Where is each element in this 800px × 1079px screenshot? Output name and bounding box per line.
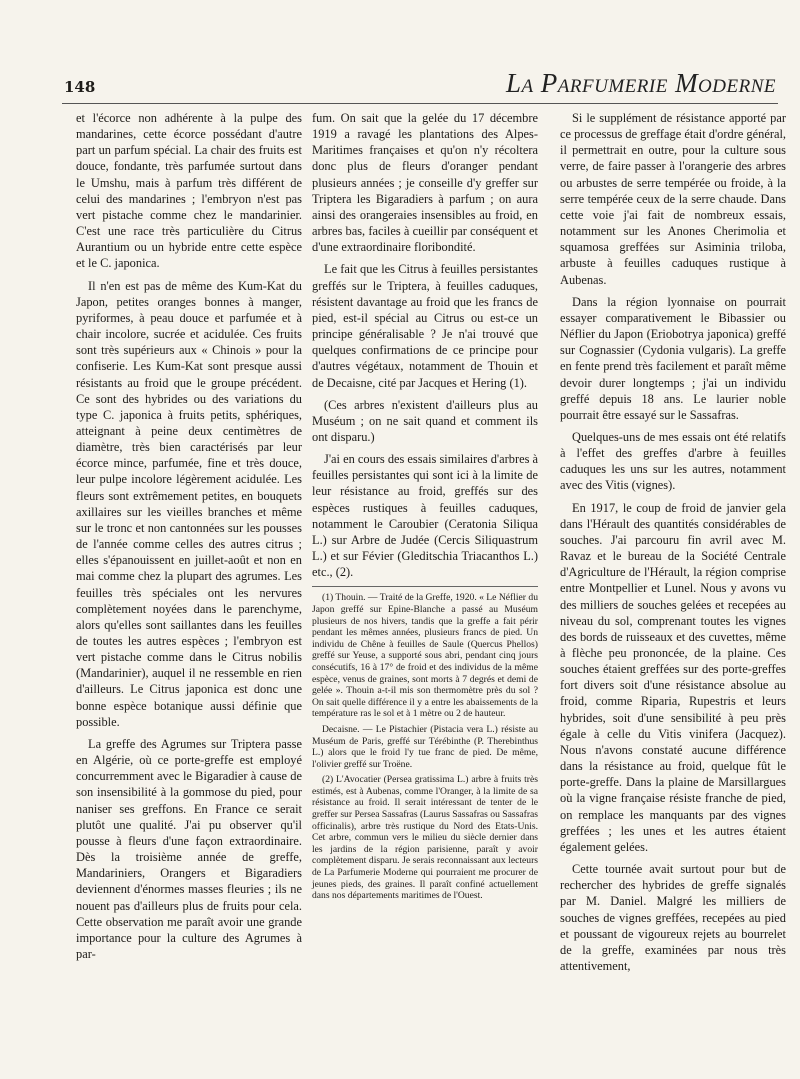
column-left	[76, 110, 302, 968]
header-rule	[62, 103, 778, 104]
paragraph: Dans la région lyonnaise on pourrait essayer comparativement le Bibassier ou Néflier du Japon (Eriobotrya japonica) greffé sur Cognassier (Cydonia vulgaris). La greffe en fente prend très facilement et paraît même devoir durer longtemps ; j'ai un individu greffé depuis 18 ans. Le laurier noble pourrait être essayé sur le Sassafras.	[560, 294, 786, 422]
footnote: Decaisne. — Le Pistachier (Pistacia vera L.) résiste au Muséum de Paris, greffé sur Térébinthe (P. Therebinthus L.) alors que le froid l'y tue franc de pied. De même, l'olivier greffé sur Troëne.	[312, 723, 538, 770]
footnote: (2) L'Avocatier (Persea gratissima L.) arbre à fruits très estimés, est à Aubenas, comme l'Oranger, à la limite de sa résistance au froid. Il serait intéressant de tenter de le greffer sur Persea Sassafras (Laurus Sassafras ou Sassafras officinalis), arbre très rustique du Nord des Etats-Unis. Cet arbre, commun vers le milieu du siècle dernier dans les jardins de la région parisienne, paraît y avoir complètement disparu. Je serais reconnaissant aux lecteurs de La Parfumerie Moderne qui pourraient me procurer de jeunes pieds, des graines. Il paraît confiné actuellement dans nos départements maritimes de l'Ouest.	[312, 774, 539, 902]
column-right	[560, 110, 786, 980]
paragraph: (Ces arbres n'existent d'ailleurs plus au Muséum ; on ne sait quand et comment ils ont disparu.)	[312, 397, 538, 444]
running-head: La Parfumerie Moderne	[505, 68, 776, 98]
column-middle	[312, 110, 538, 906]
paragraph: Le fait que les Citrus à feuilles persistantes greffés sur le Triptera, à feuilles caduques, résistent davantage au froid que les francs de pied, est-il spécial au Citrus ou est-ce un principe généralisable ? Je n'ai trouvé que quelques confirmations de ce principe pour d'autres végétaux, notamment de Thouin et de Decaisne, cité par Jacques et Hering (1).	[312, 262, 538, 390]
paragraph: Si le supplément de résistance apporté par ce processus de greffage était d'ordre général, il permettrait en outre, pour la culture sous verre, de faire passer à l'orangerie des arbres ou arbustes de serre tempérée ou froide, à la serre tempérée ceux de la serre chaude. Dans cette voie j'ai fait de nombreux essais, notamment sur les Anones Cherimolia et squamosa greffées sur Asiminia triloba, arbuste à feuilles caduques rustique à Aubenas.	[560, 111, 786, 287]
paragraph: Cette tournée avait surtout pour but de rechercher des hybrides de greffe signalés par M. Daniel. Malgré les milliers de souches de vignes greffées, recepées au pied et poussant de vigoureux rejets au bourrelet de la greffe, examinées par nous très attentivement,	[560, 862, 786, 973]
page-number: 148	[64, 78, 96, 96]
footnote: (1) Thouin. — Traité de la Greffe, 1920. « Le Néflier du Japon greffé sur Epine-Blanche a passé au Muséum plusieurs de nos hivers, tandis que la greffe a fait périr pendant les mêmes années, plusieurs francs de pied. Un individu de Chêne à feuilles de Saule (Quercus Phellos) greffé sur Yeuse, a supporté sous abri, pendant cinq jours consécutifs, 16 à 17° de froid et des individus de la même espèce, venus de graines, sont morts à 7 degrés et demi de gelée ». Thouin a-t-il mis son thermomètre près du sol ? On sait quelle différence il y a entre les abaissements de la température ras le sol et à 1 mètre ou 2 de hauteur.	[312, 592, 538, 720]
paragraph: Quelques-uns de mes essais ont été relatifs à l'effet des greffes d'arbre à feuilles caduques les uns sur les autres, notamment avec des Vitis (vignes).	[560, 429, 786, 493]
paragraph: J'ai en cours des essais similaires d'arbres à feuilles persistantes qui sont ici à la limite de leur résistance au froid, greffés sur des espèces rustiques à feuilles caduques, notamment le Caroubier (Ceratonia Siliqua L.) sur Arbre de Judée (Cercis Siliquastrum L.) et sur Févier (Gleditschia Triacanthos L.) etc., (2).	[312, 452, 539, 580]
paragraph: La greffe des Agrumes sur Triptera passe en Algérie, où ce porte-greffe est employé concurremment avec le Bigaradier à cause de son insensibilité à la gommose du pied, pour naniser ses greffons. En France ce serait plutôt une qualité. J'ai pu observer qu'il pousse à fleurs d'une façon extraordinaire. Dès la troisième année de greffe, Mandariniers, Orangers et Bigaradiers deviennent d'énormes masses fleuries ; ils ne nouent pas d'ailleurs plus de fruits pour cela. Cette observation me paraît avoir une grande importance pour la culture des Agrumes à par-	[76, 736, 302, 961]
paragraph: Il n'en est pas de même des Kum-Kat du Japon, petites oranges bonnes à manger, pyriformes, à peau douce et parfumée et à chair incolore, sucrée et acidulée. Ces fruits sont très supérieurs aux « Chinois » pour la confiserie. Les Kum-Kat sont presque aussi résistants au froid que le groupe précédent. Ce sont des hybrides ou des variations du type C. japonica à fruits petits, sphériques, atteignant à peine deux centimètres de diamètre, très bien caractérisés par leur écorce mince, parfumée, fine et très douce, leur pulpe incolore légèrement acidulée. Les fleurs sont extrêmement petites, en bouquets axillaires sur les vieilles branches et même sur le tronc et non cantonnées sur les pousses de l'année comme celles des autres citrus ; elles s'épanouissent en juillet-août et non en mai comme chez la plupart des agrumes. Les feuilles très spéciales ont les nervures complètement noyées dans le parenchyme, alors qu'elles sont saillantes dans les feuilles de toutes les autres espèces ; l'embryon est vert pistache comme dans le Citrus nobilis (Mandarinier), auquel il ne ressemble en rien d'ailleurs. Le Citrus japonica est donc une bonne espèce botanique aussi définie que possible.	[76, 278, 302, 729]
paragraph: et l'écorce non adhérente à la pulpe des mandarines, cette écorce possédant d'autre part un parfum spécial. La chair des fruits est douce, fondante, très parfumée surtout dans le Umshu, mais à parfum très différent de celui des mandarines ; l'embryon n'est pas vert pistache comme chez le mandarinier. C'est une race très particulière du Citrus Aurantium ou un hybride entre cette espèce et le C. japonica.	[76, 111, 302, 271]
footnote-rule	[312, 586, 538, 587]
paragraph: En 1917, le coup de froid de janvier gela dans l'Hérault des quantités considérables de souches. J'ai parcouru fin avril avec M. Ravaz et le bureau de la Société Centrale d'Agriculture de l'Hérault, la région comprise entre Montpellier et Lunel. Nous y avons vu des milliers de souches gelées et recepées au niveau du sol, comprenant toutes les vignes des bords de ruisseaux et des cuvettes, même à flèche peu prononcée, de la plaine. Ces souches étaient greffées sur des porte-greffes fort divers soit d'une résistance absolue au froid, comme Riparia, Rupestris et leurs hybrides, soit d'une sensibilité à peu près égale à celle du Vitis vinifera (Jacquez). Nous n'avons constaté aucune différence dans la résistance au froid, quelque fût le porte-greffe. Dans la plaine de Marsillargues où la vigne française résiste franche de pied, on remplace les manquants par des vignes greffées ; les unes et les autres étaient également gelées.	[560, 500, 786, 854]
paragraph: fum. On sait que la gelée du 17 décembre 1919 a ravagé les plantations des Alpes-Maritimes françaises et qu'on n'y récoltera donc plus de fleurs d'oranger pendant plusieurs années ; je conseille d'y greffer sur Triptera les Bigaradiers à parfum ; on aura ainsi des orangeraies insensibles au froid, en arbres bas, faciles à cueillir par conséquent et d'une extraordinaire floribondité.	[312, 111, 538, 255]
footnotes	[312, 592, 538, 901]
